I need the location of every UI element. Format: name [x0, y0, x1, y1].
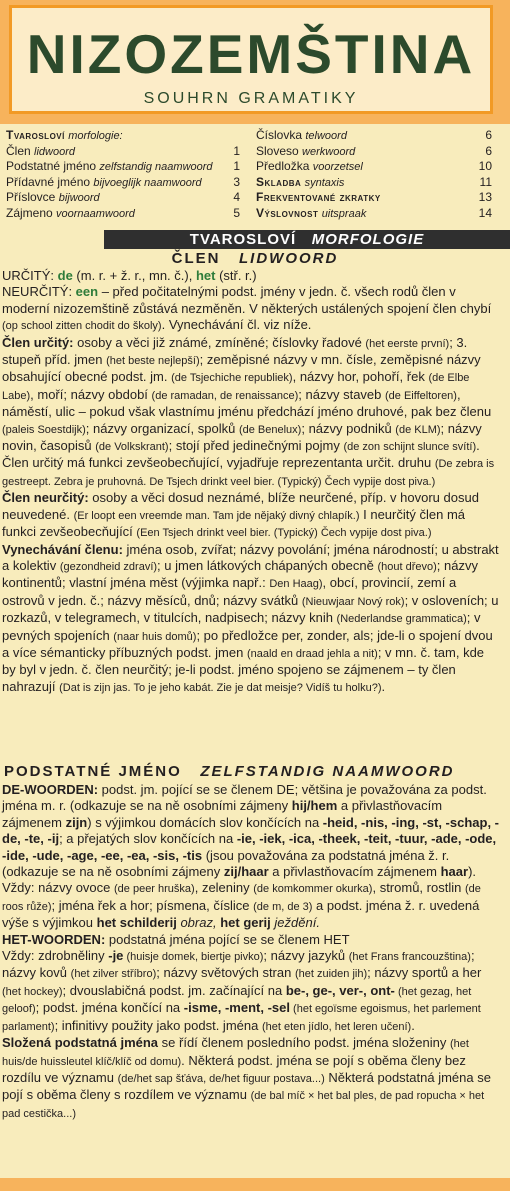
- text-example: (de zon schijnt slunce svítí): [343, 441, 477, 454]
- paragraph-de-woorden: [2, 782, 500, 880]
- toc-item-sub: morfologie:: [68, 130, 123, 142]
- toc-item-sub: werkwoord: [302, 145, 356, 158]
- toc-item-sub: zelfstandig naamwoord: [99, 161, 213, 173]
- text-span: ; názvy kovů: [2, 948, 475, 981]
- toc-item: [256, 144, 492, 160]
- text-example: (Een Tsjech drinkt veel bier. (Typický) Čech vypije dost piva.): [136, 527, 432, 540]
- paragraph-het-vzdy: [2, 948, 500, 1035]
- text-example: (naald en draad jehla a nit): [246, 647, 378, 660]
- text-span: ; zeměpisné názvy v mn. čísle, zeměpisné názvy obsahující obecné podst. jm.: [2, 352, 481, 385]
- text-example: (paleis Soestdijk): [2, 423, 86, 436]
- banner-sub-label: MORFOLOGIE: [311, 231, 425, 248]
- text-example: (hout dřevo): [377, 560, 437, 573]
- text-span: podstatná jména pojící se se členem HET: [105, 931, 350, 947]
- toc-item-sub: telwoord: [305, 130, 347, 142]
- banner-main-label: TVAROSLOVÍ: [189, 231, 297, 248]
- toc-item-sub: voornaamwoord: [56, 207, 135, 220]
- section-heading-clen: [0, 250, 510, 268]
- text-span: a podst. jména ž. r. uvedená výše s výjimkou: [2, 897, 480, 931]
- paragraph-clen-neurcity: [2, 490, 500, 541]
- text-bold: -je: [108, 948, 124, 964]
- text-example: (het huis/de huissleutel klíč/klíč od domu): [2, 1038, 469, 1068]
- text-span: . Člen určitý má funkci zevšeobecňující, vyjadřuje reprezentanta určit. druhu: [2, 438, 480, 471]
- toc-item-page: 6: [485, 143, 492, 158]
- text-span: osoby a věci dosud neznámé, blíže neurčené, příp. v hovoru dosud neuvedené.: [2, 490, 479, 522]
- text-span: , moří; názvy období: [30, 386, 152, 402]
- toc-item-page: 6: [485, 128, 492, 142]
- toc-item-label: Příslovce: [6, 190, 56, 204]
- text-span: .: [411, 1017, 415, 1033]
- text-span: jména osob, zvířat; názvy povolání; jména národností; u abstrakt a kolektiv: [2, 541, 499, 573]
- paragraph-vynechavani: [2, 542, 500, 697]
- text-example: (Dat is zijn jas. To je jeho kabát. Zie je dat meisje? Vidíš tu holku?): [59, 681, 382, 694]
- text-span: se řídí členem posledního podst. jména složeniny: [158, 1035, 450, 1051]
- text-span: ; dvouslabičná podst. jm. začínající na: [62, 982, 286, 998]
- toc-item-page: 5: [233, 205, 240, 220]
- text-span: ; po předložce per, zonder, als; jde-li o spojení dvou a více sémanticky příbuzných podst. jmen: [2, 627, 493, 660]
- text-term: Člen určitý:: [2, 334, 74, 350]
- text-span: ; a přejatých slov končících na: [59, 831, 237, 847]
- text-span: ; názvy jazyků: [263, 948, 349, 964]
- text-span: ; v pevných spojeních: [2, 610, 481, 643]
- paragraph-de-vzdy: [2, 880, 500, 931]
- toc-left-column: [6, 128, 240, 221]
- text-example: (de peer hruška): [114, 883, 195, 896]
- toc-right-column: [256, 128, 492, 221]
- toc-item: [6, 128, 240, 144]
- text-example: (de Eiffeltoren): [385, 389, 457, 402]
- text-example: (het beste nejlepší): [106, 355, 200, 368]
- text-een: een: [75, 284, 99, 300]
- text-span: ; názvy organizací, spolků: [85, 420, 239, 436]
- toc-item-label: Sloveso: [256, 143, 299, 158]
- toc-item-label: Člen: [6, 143, 31, 158]
- section-heading-podstatne-jmeno: [4, 763, 510, 781]
- text-example: (gezondheid zdraví): [59, 560, 158, 573]
- text-example: (het eten jídlo, het leren učení): [261, 1020, 412, 1033]
- text-span: ; názvy kontinentů; vlastní jména měst (výjimka např.:: [2, 557, 478, 591]
- text-term: DE-WOORDEN:: [2, 782, 99, 797]
- text-span: podst. jm. pojící se se členem DE; většina je považována za podst. jména m. r. (odkazuje se na ně osobními zájmeny: [2, 782, 487, 814]
- text-example: (de KLM): [395, 423, 441, 436]
- text-example: (de Tsjechiche republiek): [171, 372, 293, 385]
- text-example: (het eerste první): [365, 337, 450, 350]
- toc-item-sub: bijwoord: [58, 192, 100, 204]
- text-example: (de bal míč × het bal ples, de pad ropucha × het pad cestička...): [2, 1090, 485, 1120]
- text-span: , názvy hor, pohoří, řek: [292, 369, 429, 385]
- text-example: (naar huis domů): [113, 630, 197, 643]
- toc-item: [256, 159, 492, 175]
- toc-item: [6, 175, 240, 191]
- text-bold: zij/haar: [223, 864, 269, 880]
- toc-item-sub: voorzetsel: [312, 161, 363, 173]
- toc-item: [6, 206, 240, 222]
- toc-item-sub: lidwoord: [34, 145, 75, 158]
- paragraph-clen-urcity: [2, 335, 500, 491]
- clen-body: [2, 268, 500, 696]
- text-italic: obraz,: [176, 915, 221, 931]
- toc-item-page: 11: [479, 174, 492, 189]
- toc-item: [256, 175, 492, 191]
- text-span: ; názvy světových stran: [156, 965, 295, 981]
- toc-item-label: Výslovnost: [256, 205, 319, 220]
- text-span: . Vynechávání čl. viz níže.: [161, 317, 312, 333]
- text-bold: -ie, -iek, -ica, -theek, -teit, -tuur, -ade, -ode, -ide, -ude, -age, -ee, -ea, -sis, -tis: [2, 831, 497, 863]
- toc-item-label: Podstatné jméno: [6, 159, 97, 173]
- text-bold: -heid, -nis, -ing, -st, -schap, -de, -te, -ij: [2, 814, 500, 847]
- text-span: ; u jmen látkových chápaných obecně: [157, 557, 378, 573]
- table-of-contents: [6, 128, 492, 224]
- text-span: .: [381, 678, 386, 694]
- text-span: , zeleniny: [194, 880, 254, 896]
- toc-item-sub: uitspraak: [321, 207, 367, 220]
- heading-clen-sub: LIDWOORD: [239, 250, 339, 267]
- text-span: ; infinitivy použity jako podst. jména: [54, 1017, 262, 1033]
- text-example: (het Frans francouzština): [348, 951, 471, 964]
- text-bold: het schilderij: [96, 915, 177, 931]
- text-example: (Nieuwjaar Nový rok): [301, 595, 405, 608]
- text-span: ; 3. stupeň příd. jmen: [2, 334, 468, 368]
- text-urcity-label: URČITÝ:: [2, 268, 58, 283]
- toc-item-label: Předložka: [256, 159, 310, 173]
- text-bold: -isme, -ment, -sel: [183, 1000, 290, 1016]
- text-span: , stromů, rostlin: [372, 880, 465, 896]
- text-span: I neurčitý člen má funkci zevšeobecňující: [2, 506, 466, 540]
- text-term: Složená podstatná jména: [2, 1035, 159, 1051]
- text-bold: het gerij: [220, 915, 271, 931]
- heading-podst-sub: ZELFSTANDIG NAAMWOORD: [200, 763, 455, 780]
- toc-item-label: Frekventované zkratky: [256, 190, 381, 204]
- text-example: (de komkommer okurka): [253, 883, 373, 896]
- text-het: het: [195, 268, 216, 283]
- toc-item: [256, 206, 492, 222]
- text-example: (het zilver stříbro): [70, 968, 157, 981]
- page-subtitle: SOUHRN GRAMATIKY: [143, 90, 359, 107]
- toc-item-page: 1: [233, 143, 240, 158]
- text-bold: be-, ge-, ver-, ont-: [285, 982, 395, 998]
- text-example: (op school zitten chodit do školy): [2, 320, 162, 333]
- text-example: (het zuiden jih): [294, 968, 368, 981]
- text-example: (Er loopt een vreemde man. Tam jde nějaký divný chlapík.): [73, 509, 360, 522]
- text-span: ; názvy sportů a her: [367, 965, 482, 981]
- heading-podst-main: PODSTATNÉ JMÉNO: [4, 763, 182, 780]
- text-span: Vždy: názvy ovoce: [2, 880, 114, 896]
- text-example: (De zebra is gestreept. Zebra je pruhovná. De Tsjech drinkt veel bier. (Typický) Čech vypije dost piva.): [2, 458, 495, 488]
- text-example: (het hockey): [2, 985, 63, 998]
- text-span: . Některá podst. jména se pojí s oběma členy bez rozdílu ve významu: [2, 1052, 466, 1085]
- text-span: (m. r. + ž. r., mn. č.),: [72, 268, 196, 283]
- text-span: ; v osloveních; u rozkazů, v telegramech, v titulcích, nadpisech; názvy knih: [2, 592, 499, 626]
- text-span: Některá podstatná jména se pojí s oběma členy s rozdílem ve významu: [2, 1069, 491, 1103]
- toc-item: [6, 159, 240, 175]
- toc-item-page: 14: [478, 205, 492, 220]
- text-span: ; v mn. č. tam, kde by byl v jedn. č. člen neurčitý; je-li podst. jméno spojeno se zájmenem – ty člen nahrazují: [2, 644, 485, 694]
- text-example: (de Elbe Labe): [2, 372, 470, 402]
- text-span: ; názvy novin, časopisů: [2, 420, 482, 454]
- text-span: ) s výjimkou domácích slov končících na: [87, 814, 323, 830]
- text-example: Den Haag): [269, 578, 323, 591]
- toc-item-page: 4: [233, 190, 240, 204]
- toc-item-label: Číslovka: [256, 128, 303, 142]
- text-example: (Nederlandse grammatica): [336, 613, 467, 626]
- title-box: [9, 5, 493, 114]
- text-bold: haar: [440, 864, 469, 880]
- paragraph-neurcity: [2, 284, 500, 334]
- text-example: (het gezag, het geloof): [2, 985, 472, 1016]
- toc-item-page: 13: [478, 190, 492, 204]
- text-span: Vždy: zdrobněliny: [2, 948, 109, 964]
- toc-item: [6, 144, 240, 160]
- text-span: ; názvy podniků: [301, 420, 396, 436]
- text-example: (de Benelux): [238, 423, 302, 436]
- paragraph-urcity: [2, 268, 500, 284]
- text-term: Člen neurčitý:: [2, 490, 89, 506]
- text-example: (de roos růže): [2, 883, 481, 913]
- toc-item: [6, 190, 240, 206]
- text-span: ; jména řek a hor; písmena, číslice: [51, 897, 254, 913]
- toc-item: [256, 128, 492, 144]
- text-span: , obcí, provincií, zemí a ostrovů v jedn. č.; názvy měsíců, dnů; názvy svátků: [2, 575, 457, 608]
- text-example: (de Volkskrant): [95, 441, 169, 454]
- toc-item-sub: bijvoeglijk naamwoord: [93, 176, 202, 189]
- text-example: (de m, de 3): [253, 900, 313, 913]
- podstatne-jmeno-body: [2, 782, 500, 1122]
- text-example: (huisje domek, biertje pivko): [123, 951, 264, 964]
- text-span: a přivlastňovacím zájmenem: [268, 864, 441, 880]
- toc-item-sub: syntaxis: [304, 176, 345, 189]
- text-span: a přivlastňovacím zájmenem: [2, 798, 443, 830]
- text-span: ; názvy staveb: [298, 386, 386, 402]
- paragraph-slozena: [2, 1035, 500, 1122]
- text-term: HET-WOORDEN:: [2, 931, 106, 947]
- text-bold: hij/hem: [291, 798, 338, 814]
- text-neurcity-label: NEURČITÝ:: [2, 284, 76, 300]
- toc-item-label: Přídavné jméno: [6, 174, 91, 189]
- heading-clen-main: ČLEN: [171, 250, 221, 267]
- toc-item-label: Skladba: [256, 174, 302, 189]
- text-span: ).: [468, 864, 477, 880]
- text-span: osoby a věci již známé, zmíněné; číslovky řadové: [73, 334, 366, 350]
- text-span: (jsou považována za podstatná jména ž. r. (odkazuje se na ně osobními zájmeny: [2, 847, 450, 880]
- text-example: (de ramadan, de renaissance): [151, 389, 299, 402]
- text-example: (de/het sap šťáva, de/het figuur postava...): [117, 1072, 325, 1085]
- text-span: ; stojí před jedinečnými pojmy: [168, 438, 344, 454]
- toc-item-page: 10: [478, 159, 492, 173]
- text-italic: ježdění.: [270, 915, 320, 931]
- text-example: (het egoïsme egoismus, het parlement parlament): [2, 1003, 481, 1033]
- text-bold: zijn: [65, 814, 88, 830]
- text-term: Vynechávání členu:: [2, 541, 123, 557]
- section-banner: [104, 230, 510, 249]
- text-de: de: [57, 268, 73, 283]
- text-span: – před počitatelnými podst. jmény v jedn. č. všech rodů člen v moderní nizozemštině zůstává nezměněn. V některých ustálených spojení člen chybí: [2, 284, 492, 316]
- toc-item-label: Zájmeno: [6, 205, 53, 220]
- toc-item: [256, 190, 492, 206]
- toc-item-page: 1: [233, 159, 240, 173]
- text-span: (stř. r.): [215, 268, 257, 283]
- text-span: ; podst. jména končící na: [35, 1000, 184, 1016]
- page-title: NIZOZEMŠTINA: [26, 23, 476, 85]
- paragraph-het-woorden: [2, 932, 500, 948]
- text-span: , náměstí, ulic – pokud však vlastnímu jménu předchází jméno druhové, pak bez členu: [2, 386, 492, 420]
- toc-item-label: Tvarosloví: [6, 128, 65, 142]
- bottom-stripe: [0, 1178, 510, 1191]
- toc-item-page: 3: [233, 174, 240, 189]
